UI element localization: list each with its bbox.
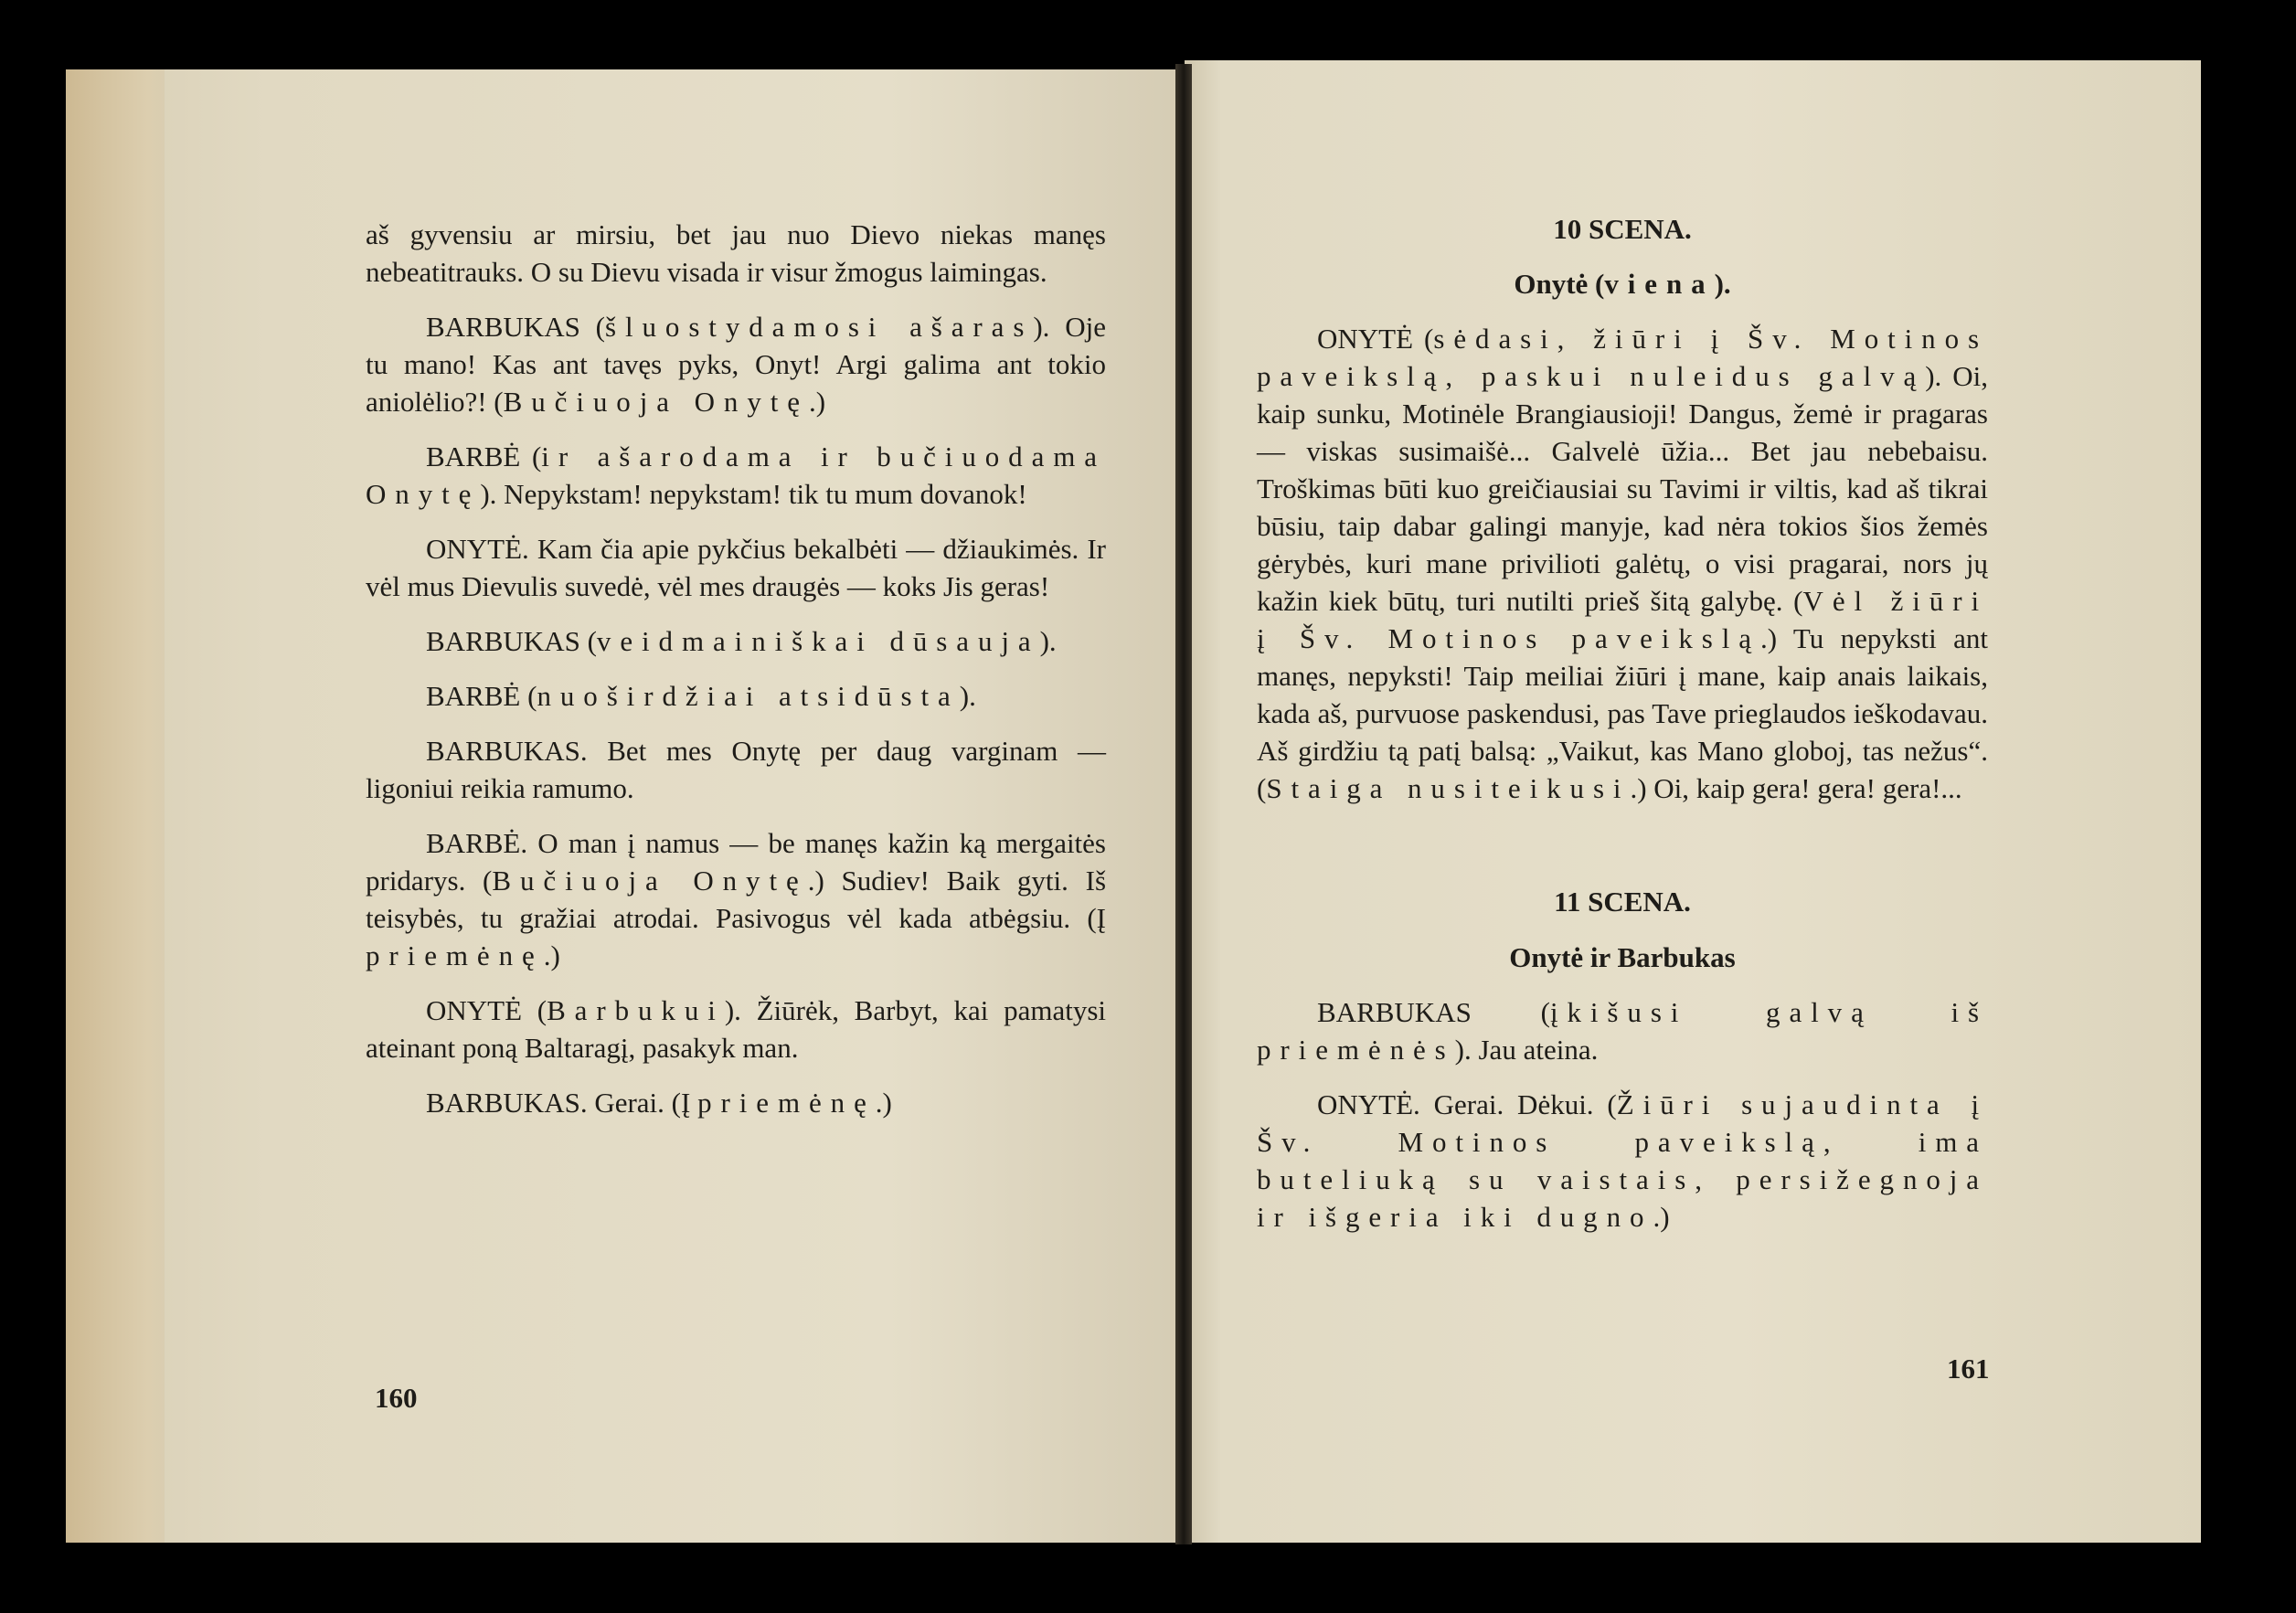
text-run: BARBUKAS ( — [426, 625, 597, 657]
scene-11-title: 11 SCENA. — [1554, 886, 1691, 918]
paragraph — [366, 824, 1106, 974]
left-page-text — [366, 216, 1106, 1139]
stage-direction: Bučiuoja Onytę — [492, 865, 808, 897]
scene-11-paragraphs — [1257, 993, 1988, 1236]
paragraph — [366, 530, 1106, 605]
text-run: BARBUKAS ( — [1317, 996, 1550, 1028]
text-run: aš gyvensiu ar mirsiu, bet jau nuo Dievo niekas manęs nebeatitrauks. O su Dievu visada ir visur žmogus laimingas. — [366, 218, 1106, 288]
paragraph — [366, 308, 1106, 420]
scene-10-title: 10 SCENA. — [1553, 213, 1692, 245]
stage-direction: įkišusi galvą iš priemėnės — [1257, 996, 1988, 1066]
scene-10-paragraphs — [1257, 320, 1988, 807]
text-run: ). Žiūrėk, Barbyt, kai pamatysi ateinant poną Baltaragį, pasakyk man. — [366, 994, 1107, 1064]
stage-direction: priemėnę — [366, 939, 544, 971]
stage-direction: priemėnę — [697, 1087, 876, 1119]
stage-direction: šluostydamosi ašaras — [604, 311, 1034, 343]
text-run: ONYTĖ. Kam čia apie pykčius bekalbėti — džiaukimės. Ir vėl mus Dievulis suvedė, vėl mes draugės — koks Jis geras! — [366, 533, 1106, 602]
right-page-text — [1257, 210, 1988, 1253]
stage-direction: Staiga nusiteikusi — [1266, 772, 1631, 804]
text-run: ). — [1714, 268, 1731, 300]
paragraph — [366, 992, 1106, 1066]
text-run: .) Oi, kaip gera! gera! gera!... — [1630, 772, 1962, 804]
text-run: ONYTĖ ( — [1317, 323, 1434, 355]
text-run: ). Oje tu mano! Kas ant tavęs pyks, Onyt! Argi galima ant tokio aniolėlio?! ( — [366, 311, 1106, 418]
paragraph — [366, 732, 1106, 807]
stage-direction: Žiūri sujaudinta į Šv. Motinos paveikslą, ima buteliuką su vaistais, persižegnoja ir išgeria iki dugno — [1257, 1088, 1988, 1233]
paragraph — [366, 216, 1106, 291]
page-number-right: 161 — [1947, 1353, 1990, 1385]
text-run: .) — [875, 1087, 892, 1119]
paragraph — [366, 622, 1106, 660]
text-run: .) Sudiev! Baik gyti. Iš teisybės, tu gražiai atrodai. Pasivogus vėl kada atbėgsiu. (Į — [366, 865, 1107, 934]
stage-direction: Bučiuoja Onytę — [503, 386, 809, 418]
section-gap — [1257, 824, 1988, 883]
scene-11-subtitle: Onytė ir Barbukas — [1509, 941, 1736, 973]
stage-direction: veidmainiškai dūsauja — [596, 625, 1040, 657]
text-run: BARBUKAS ( — [426, 311, 605, 343]
text-run: BARBĖ ( — [426, 680, 537, 712]
paragraph — [366, 1084, 1106, 1121]
text-run: ). Jau ateina. — [1454, 1034, 1599, 1066]
stage-direction: nuoširdžiai atsidūsta — [537, 680, 960, 712]
text-run: ). Oi, kaip sunku, Motinėle Brangiausioji! Dangus, žemė ir pragaras — viskas susimaišė... Galvelė ūžia... Bet jau nebebaisu. Troškimas būti kuo greičiausiai su Tavimi ir viltis, kad aš tikrai būsiu, taip dabar galingi manyje, kad nėra tokios šios žemės gėrybės, kuri mane privilioti galėtų, o visi pragarai, nors jų kažin kiek būtų, turi nutilti prieš šitą galybę. ( — [1257, 360, 1989, 617]
text-run: BARBĖ ( — [426, 440, 542, 472]
text-run: Onytė ( — [1514, 268, 1605, 300]
text-run: .) — [808, 386, 826, 418]
page-number-left: 160 — [375, 1382, 418, 1414]
text-run: ). Nepykstam! nepykstam! tik tu mum dovanok! — [480, 478, 1027, 510]
text-run: ONYTĖ. Gerai. Dėkui. ( — [1317, 1088, 1617, 1120]
scene-10-subtitle — [1257, 265, 1988, 302]
text-run: BARBĖ. O man į namus — be manęs kažin ką mergaitės pridarys. ( — [366, 827, 1106, 897]
text-run: .) — [1653, 1201, 1670, 1233]
paragraph — [366, 438, 1106, 513]
text-run: ONYTĖ ( — [426, 994, 547, 1026]
text-run: ). — [959, 680, 976, 712]
stage-direction: viena — [1604, 268, 1715, 300]
paragraph — [1257, 320, 1988, 807]
text-run: BARBUKAS. Bet mes Onytę per daug varginam — ligoniui reikia ramumo. — [366, 735, 1106, 804]
paragraph — [366, 677, 1106, 715]
text-run: BARBUKAS. Gerai. (Į — [426, 1087, 698, 1119]
page-edge-left — [66, 69, 165, 1543]
paragraph — [1257, 993, 1988, 1068]
book-gutter — [1175, 64, 1192, 1544]
stage-direction: Vėl žiūri į Šv. Motinos paveikslą — [1257, 585, 1988, 654]
text-run: .) Tu nepyksti ant manęs, nepyksti! Taip meiliai žiūri į mane, kaip anais laikais, kada aš, purvuose paskendusi, pas Tave prieglaudos ieškodavau. Aš girdžiu tą patį balsą: „Vaikut, kas Mano globoj, tas nežus“. ( — [1257, 622, 1989, 804]
stage-direction: ir ašarodama ir bučiuodama Onytę — [366, 440, 1106, 510]
stage-direction: Barbukui — [547, 994, 725, 1026]
text-run: .) — [543, 939, 560, 971]
stage-direction: sėdasi, žiūri į Šv. Motinos paveikslą, paskui nuleidus galvą — [1257, 323, 1989, 392]
text-run: ). — [1039, 625, 1057, 657]
left-paragraphs — [366, 216, 1106, 1121]
paragraph — [1257, 1086, 1988, 1236]
